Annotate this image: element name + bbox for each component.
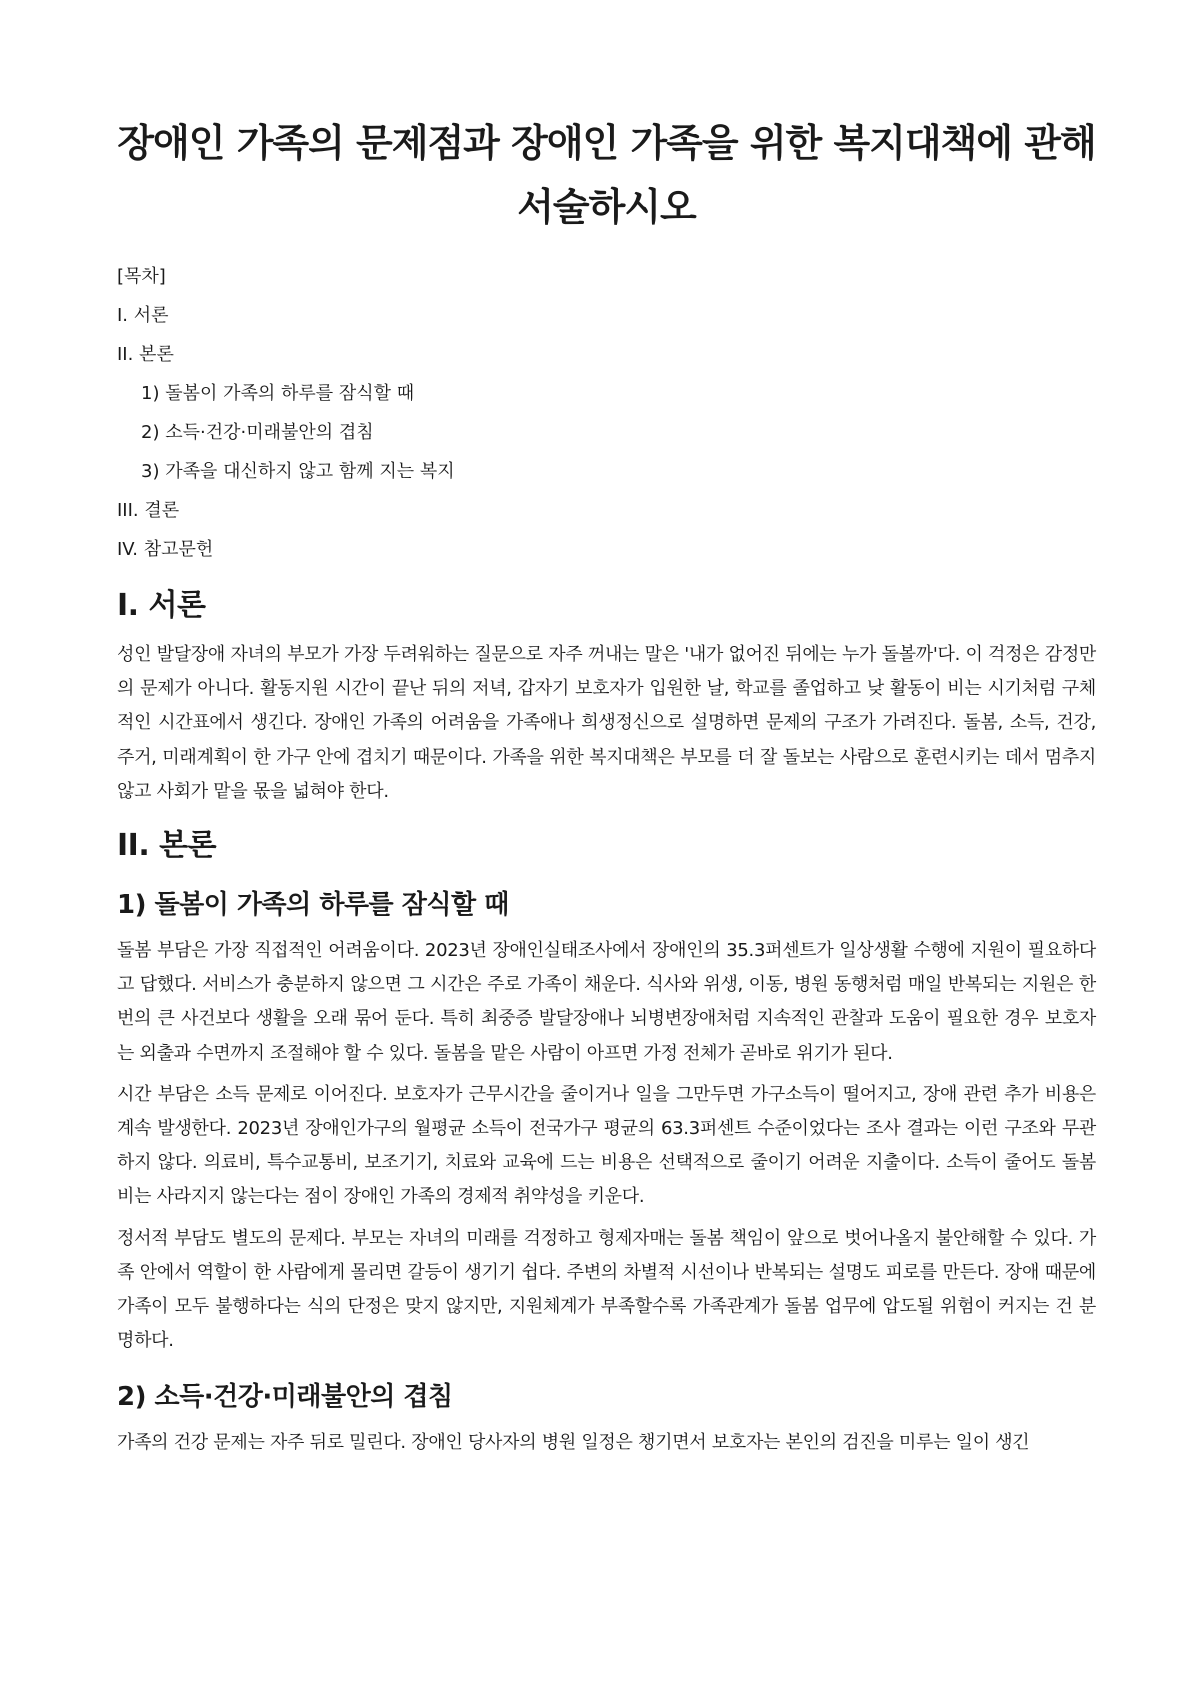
intro-paragraph: 성인 발달장애 자녀의 부모가 가장 두려워하는 질문으로 자주 꺼내는 말은 '내가 없어진 뒤에는 누가 돌볼까'다. 이 걱정은 감정만의 문제가 아니다. 활동지원 시간이 끝난 뒤의 저녁, 갑자기 보호자가 입원한 날, 학교를 졸업하고 낮 활동이 비는 시기처럼 구체적인 시간표에서 생긴다. 장애인 가족의 어려움을 가족애나 희생정신으로 설명하면 문제의 구조가 가려진다. 돌봄, 소득, 건강, 주거, 미래계획이 한 가구 안에 겹치기 때문이다. 가족을 위한 복지대책은 부모를 더 잘 돌보는 사람으로 훈련시키는 데서 멈추지 않고 사회가 맡을 몫을 넓혀야 한다. — [117, 644, 1096, 802]
subsection-heading-1: 1) 돌봄이 가족의 하루를 잠식할 때 — [117, 890, 509, 921]
body-paragraph: 시간 부담은 소득 문제로 이어진다. 보호자가 근무시간을 줄이거나 일을 그만두면 가구소득이 떨어지고, 장애 관련 추가 비용은 계속 발생한다. 2023년 장애인가구의 월평균 소득이 전국가구 평균의 63.3퍼센트 수준이었다는 조사 결과는 이런 구조와 무관하지 않다. 의료비, 특수교통비, 보조기기, 치료와 교육에 드는 비용은 선택적으로 줄이기 어려운 지출이다. 소득이 줄어도 돌봄비는 사라지지 않는다는 점이 장애인 가족의 경제적 취약성을 키운다. — [117, 1083, 1096, 1208]
document-title — [117, 111, 1096, 239]
document-title-line-1: 장애인 가족의 문제점과 장애인 가족을 위한 복지대책에 관해 — [117, 121, 1096, 165]
body-paragraph: 가족의 건강 문제는 자주 뒤로 밀린다. 장애인 당사자의 병원 일정은 챙기면서 보호자는 본인의 검진을 미루는 일이 생긴 — [117, 1432, 1030, 1454]
table-of-contents — [117, 257, 1096, 569]
toc-item-body-1: 1) 돌봄이 가족의 하루를 잠식할 때 — [141, 383, 415, 404]
subsection-heading-2: 2) 소득·건강·미래불안의 겹침 — [117, 1382, 453, 1413]
section-heading-intro: I. 서론 — [117, 588, 206, 623]
document-title-line-2: 서술하시오 — [517, 185, 696, 229]
section-heading-body: II. 본론 — [117, 828, 217, 864]
toc-item-body-2: 2) 소득·건강·미래불안의 겹침 — [141, 422, 374, 443]
body-paragraph: 정서적 부담도 별도의 문제다. 부모는 자녀의 미래를 걱정하고 형제자매는 돌봄 책임이 앞으로 벗어나올지 불안해할 수 있다. 가족 안에서 역할이 한 사람에게 몰리면 갈등이 생기기 쉽다. 주변의 차별적 시선이나 반복되는 설명도 피로를 만든다. 장애 때문에 가족이 모두 불행하다는 식의 단정은 맞지 않지만, 지원체계가 부족할수록 가족관계가 돌봄 업무에 압도될 위험이 커지는 건 분명하다. — [117, 1227, 1096, 1352]
toc-item-references: IV. 참고문헌 — [117, 539, 214, 560]
body-paragraph: 돌봄 부담은 가장 직접적인 어려움이다. 2023년 장애인실태조사에서 장애인의 35.3퍼센트가 일상생활 수행에 지원이 필요하다고 답했다. 서비스가 충분하지 않으면 그 시간은 주로 가족이 채운다. 식사와 위생, 이동, 병원 동행처럼 매일 반복되는 지원은 한 번의 큰 사건보다 생활을 오래 묶어 둔다. 특히 최중증 발달장애나 뇌병변장애처럼 지속적인 관찰과 도움이 필요한 경우 보호자는 외출과 수면까지 조절해야 할 수 있다. 돌봄을 맡은 사람이 아프면 가정 전체가 곧바로 위기가 된다. — [117, 940, 1096, 1064]
toc-item-body-3: 3) 가족을 대신하지 않고 함께 지는 복지 — [141, 461, 455, 482]
toc-item-intro: I. 서론 — [117, 305, 169, 326]
toc-heading: [목차] — [117, 266, 166, 287]
toc-item-conclusion: III. 결론 — [117, 500, 180, 521]
toc-item-body: II. 본론 — [117, 344, 174, 365]
